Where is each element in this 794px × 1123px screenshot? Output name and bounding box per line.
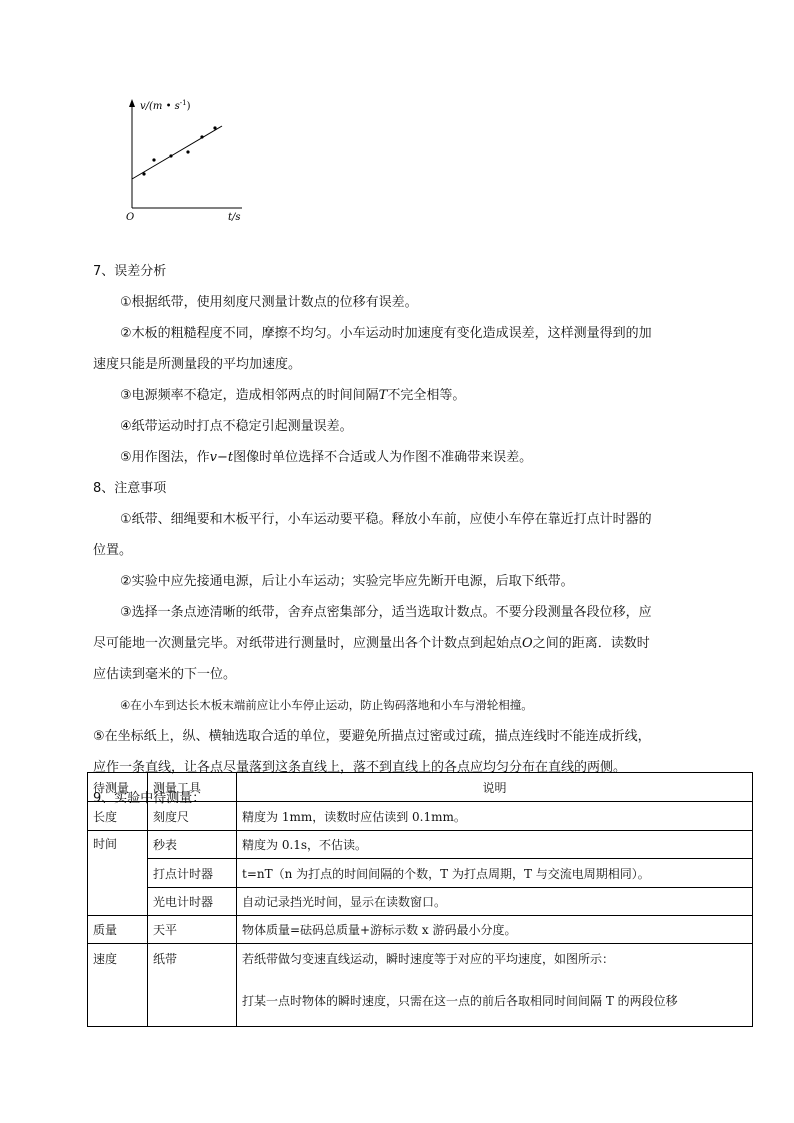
header-desc: 说明 [237, 773, 753, 802]
cell-desc: t=nT（n 为打点的时间间隔的个数，T 为打点周期，T 与交流电周期相同）。 [237, 859, 753, 888]
header-quantity: 待测量 [88, 773, 148, 802]
notice-item-4: ④在小车到达长木板末端前应让小车停止运动，防止钩码落地和小车与滑轮相撞。 [120, 698, 533, 712]
x-axis-label: t/s [228, 212, 241, 223]
section-8-heading: 8、注意事项 [93, 481, 167, 496]
error-item-4: ④纸带运动时打点不稳定引起测量误差。 [120, 419, 353, 434]
table-row [88, 831, 753, 859]
cell-tool: 光电计时器 [148, 888, 237, 916]
origin-label: O [126, 212, 135, 223]
notice-item-3-cont: 尽可能地一次测量完毕。对纸带进行测量时，应测量出各个计数点到起始点O之间的距离．读数时 [93, 636, 650, 651]
vt-graph-svg [118, 96, 258, 226]
table-row [88, 944, 753, 1027]
table-row [88, 888, 753, 916]
notice-item-1: ①纸带、细绳要和木板平行，小车运动要平稳。释放小车前，应使小车停在靠近打点计时器的 [120, 512, 652, 527]
figure-placeholder [242, 968, 747, 992]
table-header-row [88, 773, 753, 802]
notice-item-2: ②实验中应先接通电源，后让小车运动；实验完毕应先断开电源，后取下纸带。 [120, 574, 574, 589]
cell-tool: 打点计时器 [148, 859, 237, 888]
y-axis-label: v/(m • $s^{-1}$) [140, 99, 191, 112]
data-point [186, 150, 189, 153]
cell-desc [237, 944, 753, 1027]
content [93, 256, 713, 814]
vt-graph [118, 96, 258, 226]
cell-quantity: 速度 [88, 944, 148, 1027]
y-axis-arrow [129, 99, 135, 107]
data-point [142, 172, 145, 175]
cell-desc: 精度为 1mm，读数时应估读到 0.1mm。 [237, 802, 753, 831]
table-row [88, 802, 753, 831]
notice-item-5-cont: 应作一条直线，让各点尽量落到这条直线上，落不到直线上的各点应均匀分布在直线的两侧。 [93, 760, 627, 775]
cell-desc: 自动记录挡光时间，显示在读数窗口。 [237, 888, 753, 916]
cell-quantity: 质量 [88, 916, 148, 944]
error-item-2: ②木板的粗糙程度不同，摩擦不均匀。小车运动时加速度有变化造成误差，这样测量得到的加 [120, 326, 652, 341]
cell-quantity: 时间 [88, 831, 148, 916]
notice-item-3: ③选择一条点迹清晰的纸带，舍弃点密集部分，适当选取计数点。不要分段测量各段位移，应 [120, 605, 652, 620]
error-item-3: ③电源频率不稳定，造成相邻两点的时间间隔T不完全相等。 [120, 388, 466, 403]
cell-tool: 秒表 [148, 831, 237, 859]
data-point [152, 158, 155, 161]
table-row [88, 916, 753, 944]
error-item-2-cont: 速度只能是所测量段的平均加速度。 [93, 357, 302, 372]
measurement-table [87, 772, 753, 1027]
data-point [213, 126, 216, 129]
cell-tool: 刻度尺 [148, 802, 237, 831]
cell-tool: 天平 [148, 916, 237, 944]
cell-desc-line-2: 打某一点时物体的瞬时速度，只需在这一点的前后各取相同时间间隔 T 的两段位移 [242, 994, 678, 1008]
data-point [200, 135, 203, 138]
data-point [169, 154, 172, 157]
notice-item-5: ⑤在坐标纸上，纵、横轴选取合适的单位，要避免所描点过密或过疏，描点连线时不能连成折线， [93, 729, 651, 744]
header-tool: 测量工具 [148, 773, 237, 802]
error-item-1: ①根据纸带，使用刻度尺测量计数点的位移有误差。 [120, 295, 418, 310]
error-item-5: ⑤用作图法，作v−t图像时单位选择不合适或人为作图不准确带来误差。 [120, 450, 533, 465]
cell-tool: 纸带 [148, 944, 237, 1027]
section-7-heading: 7、误差分析 [93, 264, 167, 279]
table-row [88, 859, 753, 888]
fit-line [132, 126, 222, 179]
cell-desc: 精度为 0.1s，不估读。 [237, 831, 753, 859]
notice-item-3-cont2: 应估读到毫米的下一位。 [93, 667, 237, 682]
section-9-heading: 9、实验中待测量： [93, 791, 206, 806]
cell-quantity: 长度 [88, 802, 148, 831]
cell-desc: 物体质量=砝码总质量+游标示数 x 游码最小分度。 [237, 916, 753, 944]
notice-item-1-cont: 位置。 [93, 543, 133, 558]
cell-desc-line-1: 若纸带做匀变速直线运动，瞬时速度等于对应的平均速度，如图所示： [242, 952, 615, 966]
